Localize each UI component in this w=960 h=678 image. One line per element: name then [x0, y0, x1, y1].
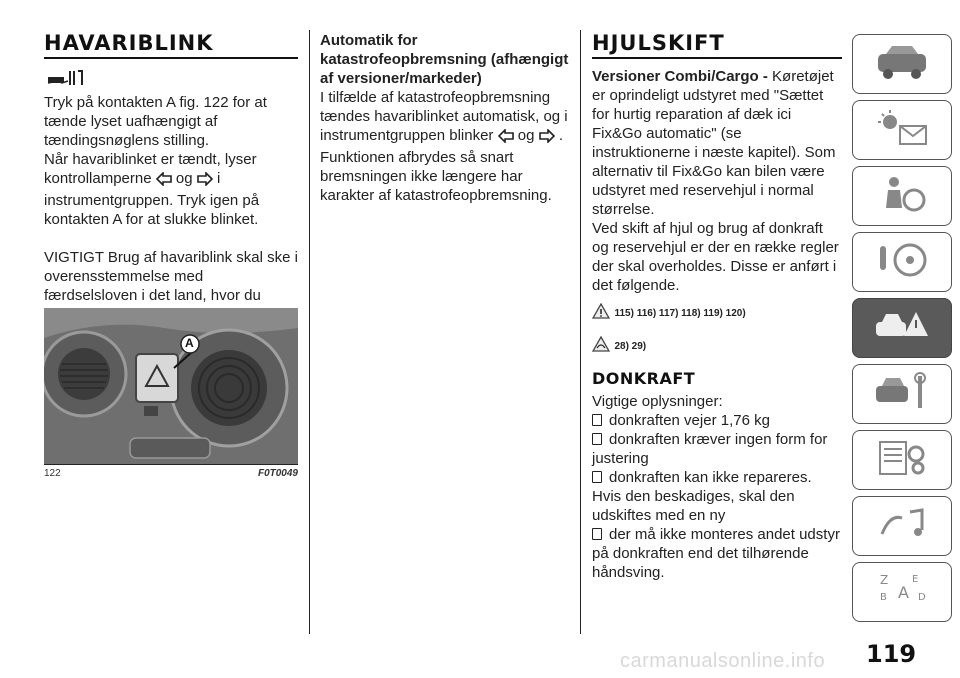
tab-dashboard[interactable] [852, 34, 952, 94]
figure-number: 122 [44, 468, 61, 479]
list-item-text: der må ikke monteres andet udstyr på donkraften end det tilhørende håndsving. [592, 526, 840, 581]
column-hjulskift [592, 0, 842, 582]
tab-index[interactable] [852, 562, 952, 622]
figure-caption [44, 468, 298, 479]
list-item-text: donkraften kræver ingen form for justering [592, 431, 828, 467]
technical-data-icon [872, 438, 932, 483]
note-refs [592, 336, 842, 357]
tab-lights[interactable] [852, 100, 952, 160]
turn-signal-right-icon [539, 129, 555, 148]
text-span: instrumentgruppen. Tryk igen på kontakten A for at slukke blinket. [44, 192, 260, 228]
svg-text:D: D [918, 591, 926, 603]
reference-list: 115) 116) 117) 118) 119) 120) [614, 308, 746, 319]
section-title-hjulskift: HJULSKIFT [592, 31, 842, 59]
bullet-box-icon [592, 433, 602, 445]
list-item [592, 525, 842, 582]
tab-technical-data[interactable] [852, 430, 952, 490]
text-span: i [216, 170, 221, 187]
tab-multimedia[interactable] [852, 496, 952, 556]
section-heading: Automatik for katastrofeopbremsning (afhængigt af versioner/markeder) [320, 32, 569, 87]
reference-list: 28) 29) [614, 341, 647, 352]
paragraph [592, 67, 842, 219]
emergency-icon [872, 306, 932, 351]
tab-driving[interactable] [852, 232, 952, 292]
warning-triangle-icon [592, 303, 610, 324]
paragraph [44, 150, 298, 229]
text-span: Køretøjet er oprindeligt udstyret med "Sættet for hurtig reparation af dæk ici Fix&Go automatic" (se instruktionerne i næste kapitel). Som alternativ til Fix&Go kan bilen være udstyret med reservehjul i normal størrelse. [592, 68, 836, 218]
environment-note-icon [592, 336, 610, 357]
list-item [592, 468, 842, 525]
list-item [592, 411, 842, 430]
bullet-box-icon [592, 414, 602, 426]
lights-icon [872, 108, 932, 153]
figure-rule [44, 464, 298, 465]
list-item-text: donkraften kan ikke repareres. Hvis den beskadiges, skal den udskiftes med en ny [592, 469, 812, 524]
paragraph: Tryk på kontakten A fig. 122 for at tænde lyset uafhængigt af tændingsnøglens stilling. [44, 94, 267, 149]
bullet-box-icon [592, 528, 602, 540]
text-span: . [558, 127, 563, 144]
text-span: Når havariblinket er tændt, lyser kontrollamperne [44, 151, 257, 187]
tab-maintenance[interactable] [852, 364, 952, 424]
paragraph: Vigtige oplysninger: [592, 393, 723, 410]
list-item [592, 430, 842, 468]
subsection-title-donkraft: DONKRAFT [592, 369, 696, 388]
text-span: og [517, 127, 535, 144]
svg-text:B: B [880, 591, 887, 603]
column-divider [580, 30, 581, 634]
bullet-box-icon [592, 471, 602, 483]
multimedia-icon [872, 504, 932, 549]
index-icon [872, 570, 932, 615]
seat-safety-icon [872, 174, 932, 219]
text-span: I tilfælde af katastrofeopbremsning tændes havariblinket automatisk, og i instrumentgruppen blinker [320, 89, 568, 144]
hazard-switch-icon [44, 67, 298, 87]
text-span: Versioner Combi/Cargo - [592, 68, 768, 85]
turn-signal-left-icon [498, 129, 514, 148]
text-span: og [175, 170, 193, 187]
paragraph: Ved skift af hjul og brug af donkraft og reservehjul er der en række regler der skal overholdes. Disse er anført i det følgende. [592, 220, 839, 294]
column-divider [309, 30, 310, 634]
turn-signal-left-icon [156, 172, 172, 191]
turn-signal-right-icon [197, 172, 213, 191]
warning-refs [592, 303, 842, 324]
paragraph: VIGTIGT Brug af havariblink skal ske i overensstemmelse med færdselsloven i det land, hvor du [44, 249, 298, 304]
paragraph [320, 88, 570, 148]
maintenance-icon [872, 372, 932, 417]
paragraph: Funktionen afbrydes så snart bremsningen ikke længere har karakter af katastrofeopbremsning. [320, 149, 552, 204]
svg-text:E: E [912, 573, 919, 585]
figure-code: F0T0049 [257, 468, 298, 479]
column-havariblink [44, 0, 298, 324]
section-title-havariblink: HAVARIBLINK [44, 31, 298, 59]
tab-emergency[interactable] [852, 298, 952, 358]
svg-text:A: A [898, 582, 909, 602]
watermark: carmanualsonline.info [620, 650, 826, 672]
car-dashboard-icon [872, 42, 932, 87]
steering-icon [872, 240, 932, 285]
dashboard-photo [44, 308, 298, 464]
svg-text:Z: Z [880, 572, 889, 587]
column-automatik [320, 0, 570, 205]
page-number: 119 [866, 640, 917, 668]
list-item-text: donkraften vejer 1,76 kg [609, 412, 770, 429]
tab-safety[interactable] [852, 166, 952, 226]
figure-marker: A [185, 336, 194, 350]
